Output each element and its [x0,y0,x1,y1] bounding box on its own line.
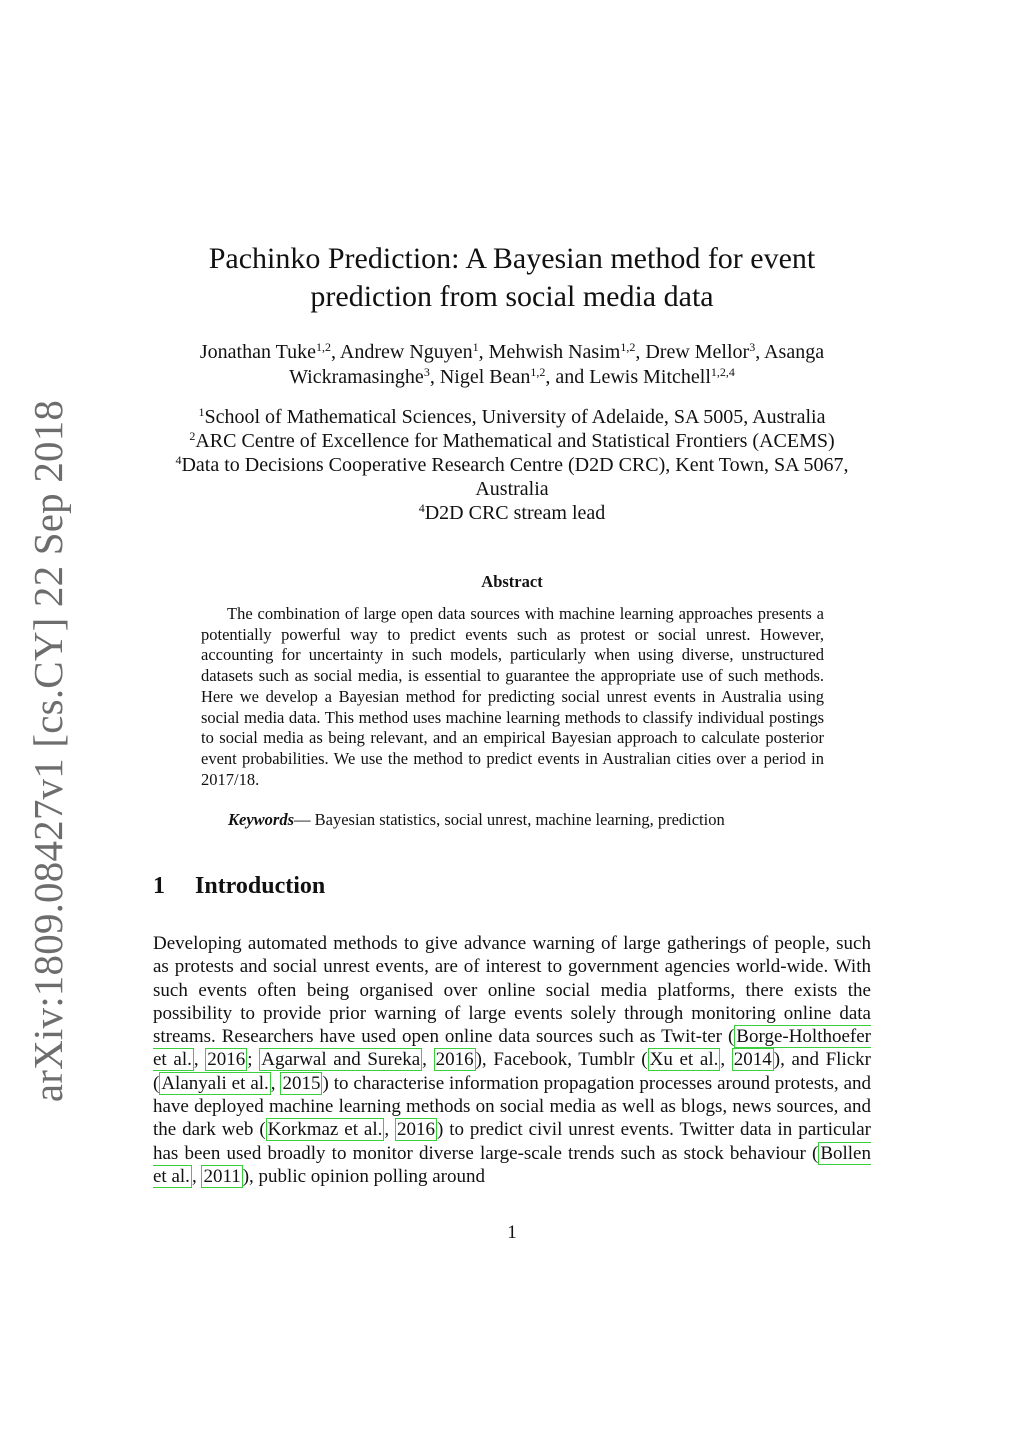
citation-link[interactable]: 2016 [397,1119,436,1141]
author-name: Lewis Mitchell [589,366,711,388]
section-number: 1 [153,873,165,899]
body-text: ) to predict civil unrest events. Twitter data in particular has been used broadly to monitor diverse large-scale trends such as stock behaviour ( [153,1119,871,1164]
affiliation-item [150,405,874,429]
author-conjunction: and [555,366,590,388]
affiliation-text: School of Mathematical Sciences, University of Adelaide, SA 5005, Australia [204,406,826,428]
affiliation-marker: 4 [418,501,425,515]
author-name: Jonathan Tuke [199,341,317,363]
affiliation-item [150,429,874,453]
body-text: ) to characterise information propagation processes around protests, and have deployed machine learning methods on social media as well as blogs, news sources, and the dark web ( [153,1072,871,1141]
keywords-text: Bayesian statistics, social unrest, machine learning, prediction [314,810,725,829]
author-affiliation-marker: 1,2 [620,340,636,354]
affiliation-marker: 4 [175,453,182,467]
author-name: Asanga Wickramasinghe [289,341,825,388]
body-text: ), Facebook, Tumblr ( [475,1049,648,1071]
citation-link[interactable]: Korkmaz et al. [267,1119,383,1141]
affiliation-marker: 2 [189,429,196,443]
author-name: Drew Mellor [645,341,750,363]
keywords-label: Keywords [228,810,294,829]
affiliation-text: ARC Centre of Excellence for Mathematical and Statistical Frontiers (ACEMS) [195,430,835,452]
author-affiliation-marker: 1 [472,340,479,354]
arxiv-sidebar-stamp [22,399,74,1102]
keywords-line [228,810,828,830]
affiliation-item [150,501,874,525]
citation-link[interactable]: 2016 [435,1049,474,1071]
keywords-separator: — [294,810,315,829]
body-text: , [191,1165,202,1187]
affiliation-list [150,405,874,525]
body-text: , [384,1119,396,1141]
author-affiliation-marker: 1,2 [530,365,546,379]
abstract-heading: Abstract [481,572,543,591]
citation-link[interactable]: Bollen et al. [153,1142,871,1187]
title-line-2: prediction from social media data [310,280,714,313]
citation-link[interactable]: Agarwal and Sureka [261,1049,421,1071]
author-affiliation-marker: 3 [749,340,756,354]
body-text: , [193,1049,206,1071]
citation-link[interactable]: Xu et al. [649,1049,719,1071]
section-title: Introduction [195,873,326,899]
author-name: Andrew Nguyen [339,341,473,363]
body-text: Developing automated methods to give advance warning of large gatherings of people, such as protests and social unrest events, are of interest to government agencies world-wide. With such events often being organised over online social media platforms, there exists the possibility to provide prior warning of large events solely through monitoring online data streams. Researchers have used open online data sources such as Twit-ter ( [153,933,871,1048]
citation-link[interactable]: 2014 [733,1049,772,1071]
citation-link[interactable]: 2015 [282,1072,321,1094]
citation-link[interactable]: 2016 [207,1049,246,1071]
introduction-paragraph [153,932,871,1188]
body-text: ), public opinion polling around [242,1165,485,1187]
author-affiliation-marker: 1,2 [316,340,332,354]
body-text: ), and Flickr ( [153,1049,871,1094]
affiliation-text: Data to Decisions Cooperative Research Centre (D2D CRC), Kent Town, SA 5067, Australia [181,454,849,500]
citation-link[interactable]: 2011 [203,1165,241,1187]
affiliation-marker: 1 [198,405,205,419]
affiliation-text: D2D CRC stream lead [424,502,606,524]
author-affiliation-marker: 3 [423,365,430,379]
author-name: Mehwish Nasim [488,341,621,363]
page-number: 1 [507,1222,517,1243]
body-text: , [270,1072,281,1094]
title-line-1: Pachinko Prediction: A Bayesian method for event [208,242,816,275]
citation-link[interactable]: Alanyali et al. [161,1072,269,1094]
body-text: , [422,1049,434,1071]
paper-title [150,240,874,316]
arxiv-identifier: arXiv:1809.08427v1 [cs.CY] 22 Sep 2018 [25,399,72,1102]
author-affiliation-marker: 1,2,4 [710,365,735,379]
abstract-body: The combination of large open data sources with machine learning approaches presents a potentially powerful way to predict events such as protest or social unrest. However, accounting for uncertainty in such models, particularly when using diverse, unstructured datasets such as social media, is essential to guarantee the appropriate use of such methods. Here we develop a Bayesian method for predicting social unrest events in Australia using social media data. This method uses machine learning methods to classify individual postings to social media as being relevant, and an empirical Bayesian approach to calculate posterior event probabilities. We use the method to predict events in Australian cities over a period in 2017/18. [201,604,824,789]
author-list: Jonathan Tuke$^{1,2}$, Andrew Nguyen$^1$, Mehwish Nasim$^{1,2}$, Drew Mellor$^3$, Asanga Wickramasinghe$^3$, Nigel Bean$^{1,2}$, and Lewis Mitchell$^{1,2,4}$ [199,340,825,388]
body-text: ; [247,1049,260,1071]
body-text: , [720,1049,732,1071]
citation-link[interactable]: Borge-Holthoefer et al. [153,1026,871,1071]
section-heading-introduction [153,873,325,900]
author-name: Nigel Bean [439,366,531,388]
affiliation-item [150,453,874,501]
